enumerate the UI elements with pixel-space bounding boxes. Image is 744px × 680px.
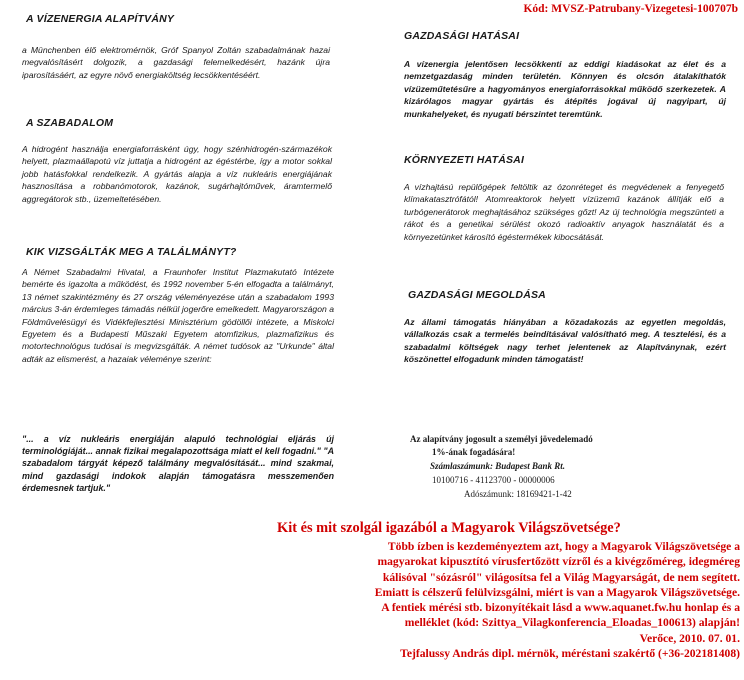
footer-body [224,539,740,661]
heading-patent: A SZABADALOM [26,117,114,129]
paragraph-economic-solution: Az állami támogatás hiányában a közadakozás az egyetlen megoldás, vállalkozás csak a termelés beindításával valósítható meg. A tesztelési, és a szabadalmi költségek nagy terhet jelentenek az Alapítványnak, ezért köszönettel elfogadunk minden támogatást! [404,317,726,365]
footer-line: Emiatt is célszerű felülvizsgálni, miért is van a Magyarok Világszövetsége. [374,585,740,599]
heading-environmental-effects: KÖRNYEZETI HATÁSAI [404,154,525,166]
heading-economic-effects: GAZDASÁGI HATÁSAI [404,30,520,42]
paragraph-foundation: a Münchenben élő elektromérnök, Gróf Spanyol Zoltán szabadalmának hazai megvalósításért dolgozik, a gazdasági felemelkedésért, hazánk újra iparosításáért, az egyre növő energiaköltség lecsökkentéséért. [22,45,330,80]
paragraph-patent: A hidrogént használja energiaforrásként úgy, hogy szénhidrogén-származékok helyett, plazmaállapotú víz juttatja a hidrogént az égéstérbe, így a motor sokkal jobb hatásfokkal rendelkezik. A gyártás alapja a víz nukleáris energiájának hasznosítása a robbanómotorok, kazánok, sugárhajtóművek, áramtermelő aggregátorok stb., üzemeltetésében. [22,144,332,204]
document-code: Kód: MVSZ-Patrubany-Vizegetesi-100707b [523,3,738,15]
heading-economic-solution: GAZDASÁGI MEGOLDÁSA [408,289,546,301]
tax-number: Adószámunk: 18169421-1-42 [464,489,572,499]
footer-line: Több ízben is kezdeményeztem azt, hogy a Magyarok Világszövetsége a [387,540,740,553]
donation-1-percent: Az alapítvány jogosult a személyi jövedelemadó [410,434,593,444]
footer-title: Kit és mit szolgál igazából a Magyarok Világszövetsége? [277,520,621,536]
heading-examiners: KIK VIZSGÁLTÁK MEG A TALÁLMÁNYT? [26,246,237,258]
footer-line: kálisóval "sózásról" világosítsa fel a Világ Magyarságát, de nem segített. [382,570,740,584]
donation-1-percent-2: 1%-ának fogadására! [432,447,516,457]
footer-line: magyarokat kipusztító vírusfertőzött vízről és a kivégzőméreg, idegméreg [377,555,740,569]
footer-date: Verőce, 2010. 07. 01. [639,631,740,645]
bank-account-label: Számlaszámunk: Budapest Bank Rt. [430,461,566,471]
paragraph-economic-effects: A vízenergia jelentősen lecsökkenti az eddigi kiadásokat az élet és a nemzetgazdaság minden területén. Könnyen és olcsón átalakíthatók vízüzeműtetésűre a hagyományos energiaforrásokkal működő szerkezetek. A kizárólagos magyar gyártás és átépítés jogával új nagyipart, új munkahelyeket, és nyugati bérszintet teremtünk. [404,59,726,119]
footer-line: A fentiek mérési stb. bizonyítékait lásd a www.aquanet.fw.hu honlap és a [381,601,740,615]
bank-account-number: 10100716 - 41123700 - 00000006 [432,475,555,485]
footer-signature: Tejfalussy András dipl. mérnök, méréstani szakértő (+36-202181408) [400,647,740,661]
expert-quote: "... a víz nukleáris energiáján alapuló technológiai eljárás új terminológiáját... annak fizikai megalapozottsága miatt el kell fogadni." "A szabadalom tárgyát képező találmány megvalósítását... mind szakmai, mind gazdasági indokok alapján támogatásra messzemenően érdemesnek tartjuk." [22,434,334,493]
paragraph-examiners: A Német Szabadalmi Hivatal, a Fraunhofer Institut Plazmakutató Intézete bemérte és igazolta a működést, és 1992 november 5-én elfogadta a találmányt, 13 német szakintézmény és 27 ország véleményezése után a szabadalom 1993 március 3-án érdemleges támadás nélkül jogerőre emelkedett. Magyarországon a Földművelésügyi és Vidékfejlesztési Minisztérium gödöllői intézete, a Miskolci Egyetem és a Budapesti Műszaki Egyetem atomfizikus, plazmafizikus és motortechnológus tudósai is megvizsgálták. A német tudósok az "Urkunde" által adták az elismerést, a hazaiak véleménye szerint: [22,267,334,364]
footer-line: melléklet (kód: Szittya_Vilagkonferencia_Eloadas_100613) alapján! [404,616,740,630]
paragraph-environmental-effects: A vízhajtású repülőgépek feltöltik az ózonréteget és megvédenek a fenyegető klímakatasztrófától! Atomreaktorok helyett vízüzemű kazánok állítják elő a turbógenerátorok meghajtásához szükséges gőzt! Az új technológia megszünteti a rákot és a genetikai sérülést okozó radioaktív anyagok használatát és a környezetünket károsító égéstermékek kibocsátását. [404,182,724,242]
heading-foundation: A VÍZENERGIA ALAPÍTVÁNY [26,13,175,25]
